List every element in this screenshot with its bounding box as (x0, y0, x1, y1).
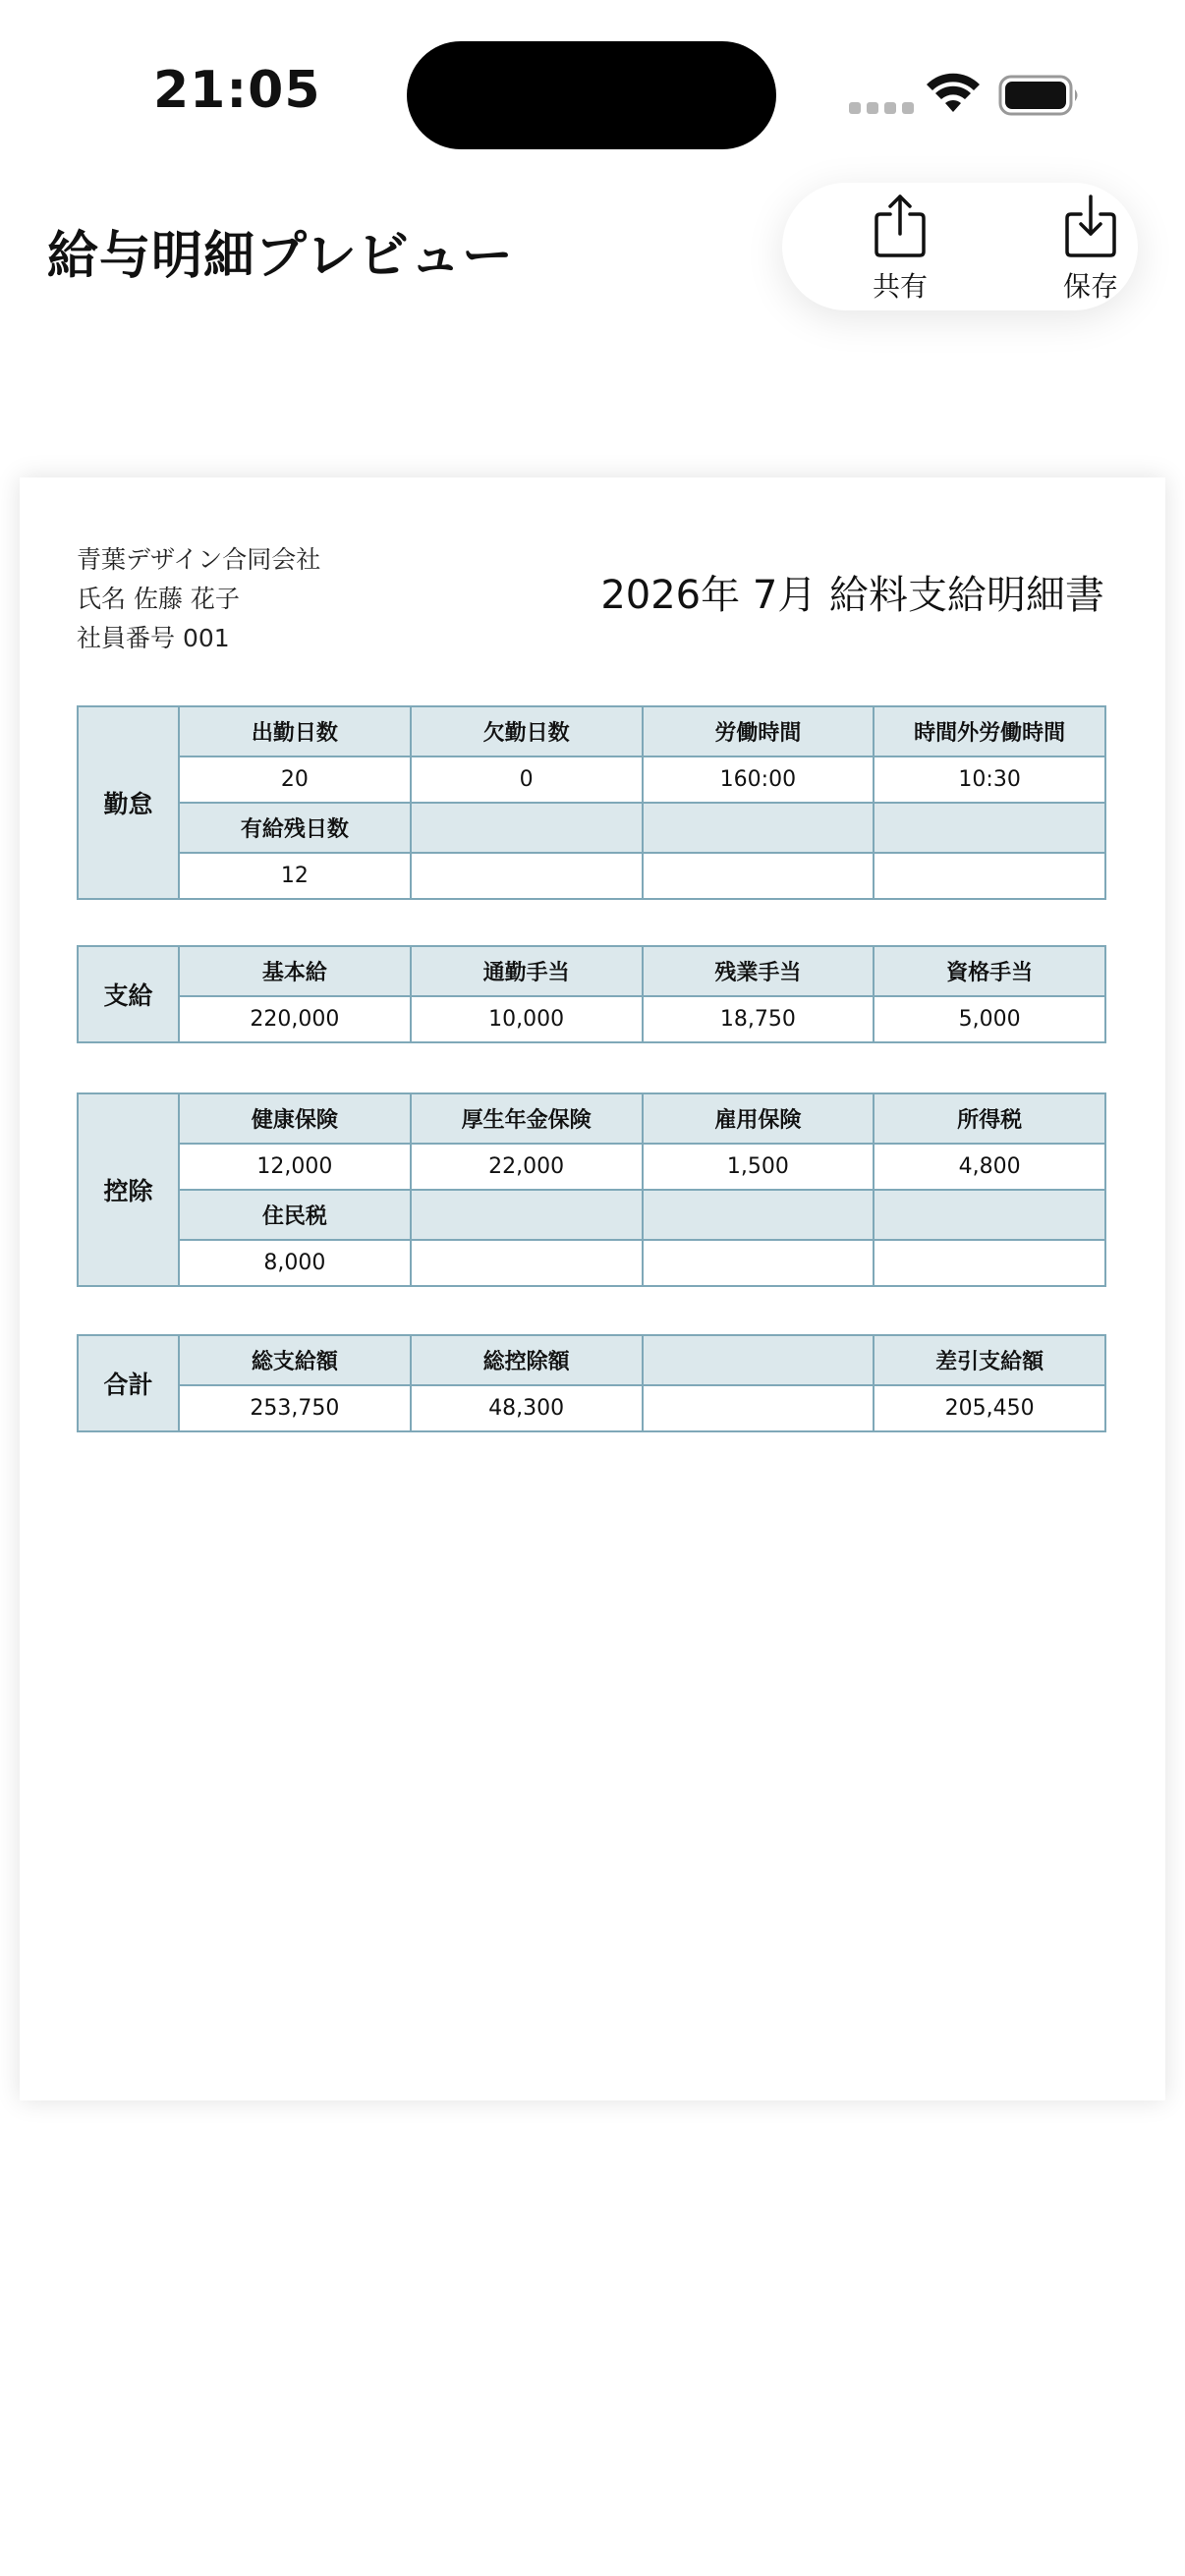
table-value-cell: 5,000 (874, 996, 1105, 1042)
table-value-cell: 160:00 (643, 756, 875, 803)
table-value-cell (643, 1385, 875, 1431)
save-label: 保存 (1062, 270, 1118, 303)
table-value-cell: 8,000 (179, 1240, 411, 1286)
table-header-cell: 厚生年金保険 (411, 1093, 643, 1144)
table-header-cell: 資格手当 (874, 946, 1105, 996)
employee-name: 氏名 佐藤 花子 (77, 585, 240, 613)
cellular-signal-icon (849, 102, 914, 114)
table-value-cell: 253,750 (179, 1385, 411, 1431)
wifi-icon (926, 73, 981, 116)
table-header-cell (874, 803, 1105, 853)
table-header-cell: 住民税 (179, 1190, 411, 1240)
table-header-cell (411, 1190, 643, 1240)
payments-category-label: 支給 (78, 946, 179, 1042)
table-value-cell (643, 853, 875, 899)
table-header-cell: 残業手当 (643, 946, 875, 996)
table-value-cell: 12,000 (179, 1144, 411, 1190)
table-header-cell: 所得税 (874, 1093, 1105, 1144)
table-value-cell: 1,500 (643, 1144, 875, 1190)
table-header-cell: 差引支給額 (874, 1335, 1105, 1385)
table-header-cell: 通勤手当 (411, 946, 643, 996)
table-value-cell (874, 853, 1105, 899)
page-title: 給与明細プレビュー (47, 227, 514, 286)
table-header-cell (411, 803, 643, 853)
dynamic-island (407, 41, 776, 149)
table-header-cell: 総支給額 (179, 1335, 411, 1385)
table-header-cell: 労働時間 (643, 706, 875, 756)
deductions-table (77, 1092, 1106, 1287)
table-value-cell: 48,300 (411, 1385, 643, 1431)
table-value-cell: 10,000 (411, 996, 643, 1042)
table-header-cell (643, 803, 875, 853)
table-header-cell (874, 1190, 1105, 1240)
employee-number: 社員番号 001 (77, 624, 230, 652)
table-header-cell: 有給残日数 (179, 803, 411, 853)
table-header-cell (643, 1335, 875, 1385)
table-value-cell (411, 853, 643, 899)
deductions-category-label: 控除 (78, 1093, 179, 1286)
payslip-document[interactable] (20, 477, 1165, 2100)
share-label: 共有 (872, 270, 928, 303)
payments-table (77, 945, 1106, 1043)
totals-category-label: 合計 (78, 1335, 179, 1431)
table-header-cell: 雇用保険 (643, 1093, 875, 1144)
table-value-cell (411, 1240, 643, 1286)
table-value-cell: 18,750 (643, 996, 875, 1042)
table-header-cell: 出勤日数 (179, 706, 411, 756)
save-button[interactable] (1022, 183, 1159, 310)
table-header-cell: 総控除額 (411, 1335, 643, 1385)
table-header-cell (643, 1190, 875, 1240)
employee-info (77, 540, 320, 658)
table-header-cell: 欠勤日数 (411, 706, 643, 756)
table-value-cell: 205,450 (874, 1385, 1105, 1431)
table-header-cell: 基本給 (179, 946, 411, 996)
table-value-cell: 12 (179, 853, 411, 899)
table-header-cell: 時間外労働時間 (874, 706, 1105, 756)
share-icon (871, 191, 930, 259)
battery-icon (998, 75, 1081, 116)
totals-table (77, 1334, 1106, 1432)
table-value-cell: 4,800 (874, 1144, 1105, 1190)
table-value-cell: 220,000 (179, 996, 411, 1042)
attendance-table (77, 705, 1106, 900)
attendance-category-label: 勤怠 (78, 706, 179, 899)
table-header-cell: 健康保険 (179, 1093, 411, 1144)
table-value-cell: 0 (411, 756, 643, 803)
company-name: 青葉デザイン合同会社 (77, 545, 321, 574)
table-value-cell: 22,000 (411, 1144, 643, 1190)
table-value-cell (643, 1240, 875, 1286)
download-icon (1061, 191, 1120, 259)
action-toolbar (782, 183, 1138, 310)
table-value-cell: 20 (179, 756, 411, 803)
table-value-cell: 10:30 (874, 756, 1105, 803)
document-title: 2026年 7月 給料支給明細書 (600, 573, 1104, 618)
share-button[interactable] (831, 183, 969, 310)
table-value-cell (874, 1240, 1105, 1286)
status-time: 21:05 (153, 61, 321, 120)
